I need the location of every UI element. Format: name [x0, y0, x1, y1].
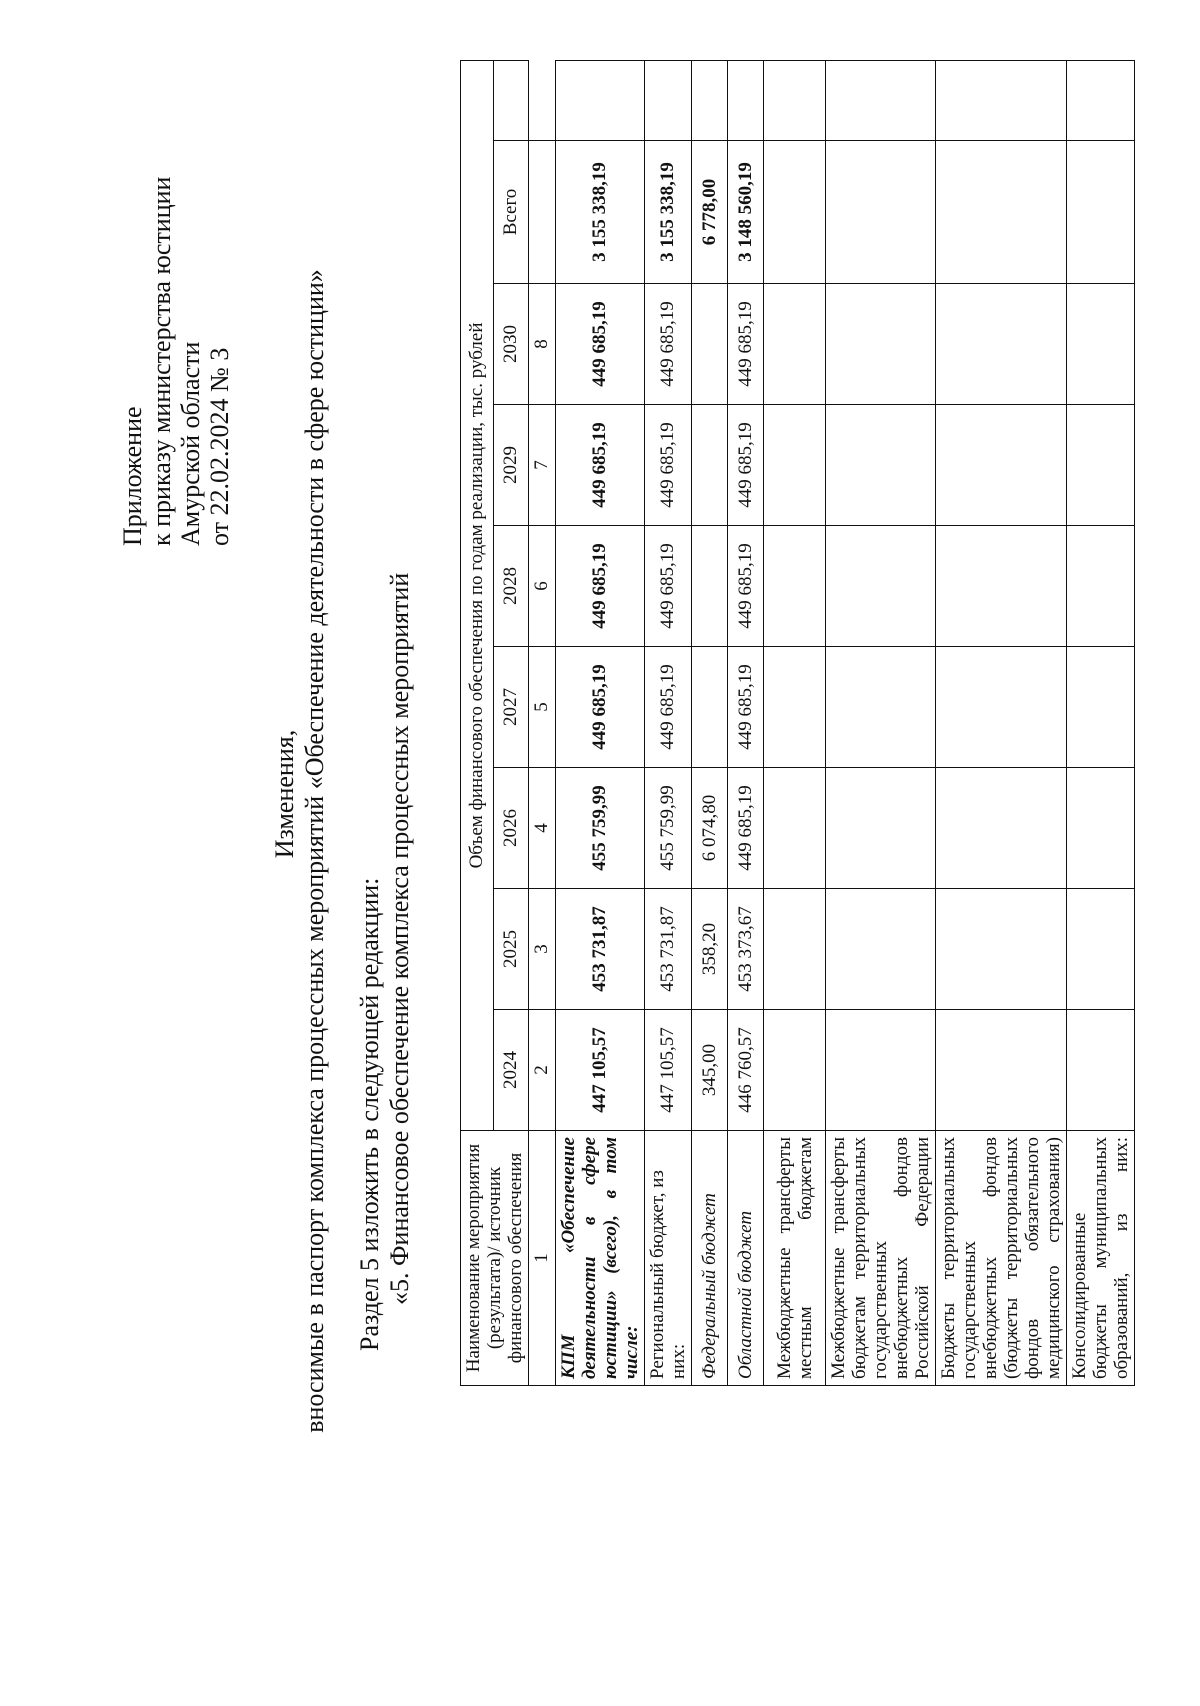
column-number-cell: 6 — [529, 526, 556, 647]
value-cell: 449 685,19 — [556, 284, 645, 405]
value-cell — [826, 526, 936, 647]
appendix-line: к приказу министерства юстиции — [147, 176, 176, 546]
table-row — [728, 60, 764, 1385]
value-cell — [936, 141, 1067, 284]
table-row — [826, 60, 936, 1385]
document-heading — [270, 0, 330, 1706]
value-cell — [1067, 889, 1135, 1010]
value-cell — [936, 768, 1067, 889]
row-name-cell: Консолидированные бюджеты муниципальных образований, из них: — [1067, 1131, 1135, 1386]
value-cell: 449 685,19 — [728, 284, 764, 405]
value-cell — [826, 141, 936, 284]
year-column-header: 2026 — [494, 768, 529, 889]
table-row — [936, 60, 1067, 1385]
value-cell — [764, 647, 826, 768]
value-cell — [764, 1010, 826, 1131]
column-number-cell: 7 — [529, 405, 556, 526]
appendix-line: Амурской области — [176, 341, 205, 546]
spare-cell — [728, 60, 764, 140]
value-cell — [936, 647, 1067, 768]
section-intro-block — [355, 0, 415, 1351]
row-name-cell: Бюджеты территориальных государственных внебюджетных фондов (бюджеты территориальных фондов обязательного медицинского страхования) — [936, 1131, 1067, 1386]
row-name-cell: Областной бюджет — [728, 1131, 764, 1386]
section-intro: Раздел 5 изложить в следующей редакции: — [355, 877, 384, 1351]
value-cell: 449 685,19 — [645, 647, 692, 768]
value-cell — [1067, 647, 1135, 768]
table-row — [1067, 60, 1135, 1385]
row-name-cell: Межбюджетные трансферты местным бюджетам — [764, 1131, 826, 1386]
value-cell: 449 685,19 — [728, 405, 764, 526]
appendix-line: Приложение — [118, 406, 147, 546]
value-cell: 358,20 — [692, 889, 728, 1010]
year-column-header: Всего — [494, 141, 529, 284]
value-cell: 453 731,87 — [645, 889, 692, 1010]
spare-cell — [826, 60, 936, 140]
value-cell: 6 778,00 — [692, 141, 728, 284]
value-cell: 447 105,57 — [645, 1010, 692, 1131]
row-name-cell: КПМ «Обеспечение деятельности в сфере юстиции» (всего), в том числе: — [556, 1131, 645, 1386]
value-cell — [936, 284, 1067, 405]
value-cell — [826, 768, 936, 889]
value-cell — [764, 526, 826, 647]
value-cell — [764, 141, 826, 284]
financing-table — [460, 60, 1135, 1386]
year-column-header: 2025 — [494, 889, 529, 1010]
spare-cell — [764, 60, 826, 140]
value-cell — [826, 889, 936, 1010]
value-cell: 449 685,19 — [556, 405, 645, 526]
table-row — [692, 60, 728, 1385]
value-cell: 455 759,99 — [556, 768, 645, 889]
value-cell: 3 155 338,19 — [645, 141, 692, 284]
value-cell — [1067, 284, 1135, 405]
appendix-line: от 22.02.2024 № 3 — [205, 347, 234, 546]
value-cell — [764, 405, 826, 526]
value-cell: 453 373,67 — [728, 889, 764, 1010]
year-column-header: 2030 — [494, 284, 529, 405]
document-subtitle: вносимые в паспорт комплекса процессных мероприятий «Обеспечение деятельности в сфере юстиции» — [300, 269, 329, 1433]
value-cell: 455 759,99 — [645, 768, 692, 889]
value-cell — [936, 1010, 1067, 1131]
column-number-cell: 4 — [529, 768, 556, 889]
value-cell — [826, 284, 936, 405]
value-cell: 449 685,19 — [645, 284, 692, 405]
value-cell — [692, 647, 728, 768]
row-name-cell: Федеральный бюджет — [692, 1131, 728, 1386]
year-column-header: 2024 — [494, 1010, 529, 1131]
value-cell: 449 685,19 — [728, 526, 764, 647]
row-name-cell: Региональный бюджет, из них: — [645, 1131, 692, 1386]
value-cell — [936, 889, 1067, 1010]
value-cell: 446 760,57 — [728, 1010, 764, 1131]
value-cell — [936, 405, 1067, 526]
value-cell: 449 685,19 — [728, 768, 764, 889]
table-row — [645, 60, 692, 1385]
spare-cell — [645, 60, 692, 140]
value-cell — [826, 405, 936, 526]
value-cell — [692, 284, 728, 405]
value-cell — [764, 768, 826, 889]
column-number-cell: 2 — [529, 1010, 556, 1131]
year-column-header: 2029 — [494, 405, 529, 526]
value-cell — [936, 526, 1067, 647]
value-cell — [764, 889, 826, 1010]
section-title: «5. Финансовое обеспечение комплекса процессных мероприятий — [385, 572, 414, 1305]
value-cell: 6 074,80 — [692, 768, 728, 889]
spare-cell — [1067, 60, 1135, 140]
column-number-cell: 8 — [529, 284, 556, 405]
row-name-cell: Межбюджетные трансферты бюджетам территориальных государственных внебюджетных фондов Российской Федерации — [826, 1131, 936, 1386]
value-cell: 449 685,19 — [645, 405, 692, 526]
table-row — [556, 60, 645, 1385]
value-cell: 3 148 560,19 — [728, 141, 764, 284]
value-cell — [826, 1010, 936, 1131]
value-cell — [1067, 141, 1135, 284]
column-number-cell: 1 — [529, 1131, 556, 1386]
spare-cell — [692, 60, 728, 140]
spare-column-header — [494, 60, 529, 140]
column-number-cell — [529, 141, 556, 284]
value-cell: 449 685,19 — [556, 526, 645, 647]
value-cell — [1067, 768, 1135, 889]
year-column-header: 2027 — [494, 647, 529, 768]
document-title: Изменения, — [270, 729, 299, 859]
spare-cell — [936, 60, 1067, 140]
value-cell — [826, 647, 936, 768]
funding-group-header: Объем финансового обеспечения по годам реализации, тыс. рублей — [461, 60, 494, 1130]
column-number-cell: 3 — [529, 889, 556, 1010]
value-cell — [692, 526, 728, 647]
value-cell — [1067, 1010, 1135, 1131]
value-cell — [764, 284, 826, 405]
value-cell: 447 105,57 — [556, 1010, 645, 1131]
year-column-header: 2028 — [494, 526, 529, 647]
appendix-note — [118, 177, 234, 546]
column-number-cell: 5 — [529, 647, 556, 768]
value-cell: 3 155 338,19 — [556, 141, 645, 284]
value-cell: 449 685,19 — [645, 526, 692, 647]
value-cell: 449 685,19 — [556, 647, 645, 768]
value-cell — [1067, 405, 1135, 526]
table-row — [764, 60, 826, 1385]
value-cell — [692, 405, 728, 526]
value-cell: 449 685,19 — [728, 647, 764, 768]
value-cell: 453 731,87 — [556, 889, 645, 1010]
value-cell: 345,00 — [692, 1010, 728, 1131]
value-cell — [1067, 526, 1135, 647]
name-column-header: Наименование мероприятия (результата)/ источник финансового обеспечения — [461, 1131, 529, 1386]
spare-cell — [556, 60, 645, 140]
